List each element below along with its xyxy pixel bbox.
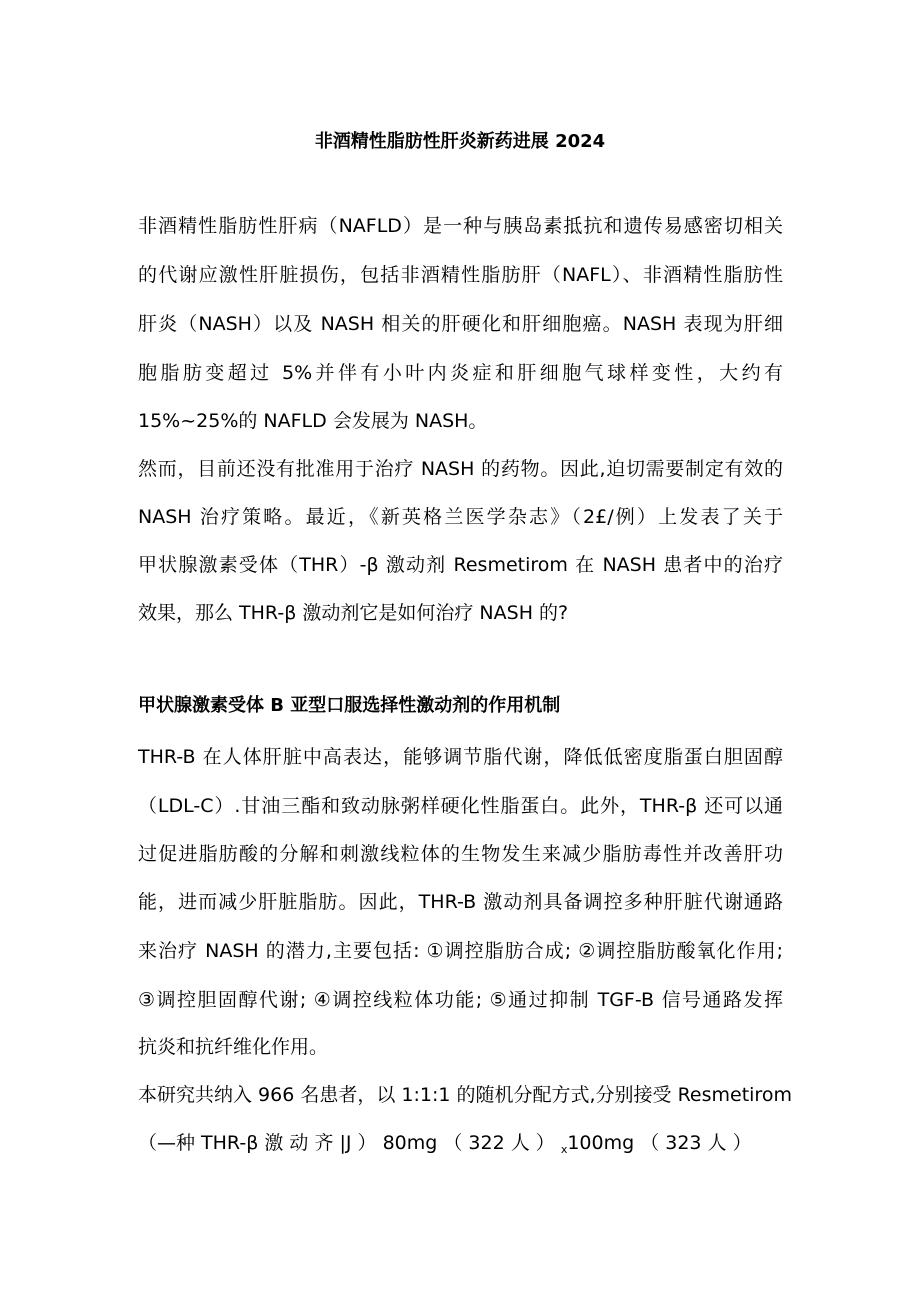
paragraph-line: 本研究共纳入 966 名患者，以 1:1:1 的随机分配方式,分别接受 Resmetirom [138, 1084, 792, 1106]
last-line-text: （—种 THR-β 激 动 齐 |J ） 80mg （ 322 人 ） [138, 1132, 561, 1154]
paragraph-line: 抗炎和抗纤维化作用。 [138, 1036, 329, 1058]
document-title: 非酒精性脂肪性肝炎新药进展 2024 [314, 131, 606, 152]
paragraph-line: 来治疗 NASH 的潜力,主要包括: ①调控脂肪合成; ②调控脂肪酸氧化作用; [138, 940, 783, 962]
section-heading: 甲状腺激素受体 B 亚型口服选择性激动剂的作用机制 [138, 695, 561, 716]
paragraph-line: 肝炎（NASH）以及 NASH 相关的肝硬化和肝细胞癌。NASH 表现为肝细 [138, 313, 783, 335]
paragraph-line: 效果，那么 THR-β 激动剂它是如何治疗 NASH 的? [138, 602, 569, 624]
paragraph-line: 然而，目前还没有批准用于治疗 NASH 的药物。因此,迫切需要制定有效的 [138, 458, 783, 480]
paragraph-line: （LDL-C）.甘油三酯和致动脉粥样硬化性脂蛋白。此外，THR-β 还可以通 [138, 795, 783, 817]
subscript-mark: x [560, 1143, 568, 1156]
paragraph-line: 非酒精性脂肪性肝病（NAFLD）是一种与胰岛素抵抗和遗传易感密切相关 [138, 215, 783, 237]
paragraph-line: 胞脂肪变超过 5%并伴有小叶内炎症和肝细胞气球样变性，大约有 [138, 362, 783, 384]
paragraph-line-last [138, 1130, 783, 1163]
last-line-tail: 100mg （ 323 人 ） [567, 1132, 752, 1154]
paragraph-line: ③调控胆固醇代谢; ④调控线粒体功能; ⑤通过抑制 TGF-B 信号通路发挥 [138, 989, 783, 1011]
paragraph-line: 15%~25%的 NAFLD 会发展为 NASH。 [138, 410, 488, 432]
paragraph-line: 甲状腺激素受体（THR）-β 激动剂 Resmetirom 在 NASH 患者中的治疗 [138, 554, 783, 576]
paragraph-line: NASH 治疗策略。最近，《新英格兰医学杂志》（2£/例）上发表了关于 [138, 506, 783, 528]
paragraph-line: 的代谢应激性肝脏损伤，包括非酒精性脂肪肝（NAFL）、非酒精性脂肪性 [138, 264, 783, 286]
paragraph-line: 过促进脂肪酸的分解和刺激线粒体的生物发生来减少脂肪毒性并改善肝功 [138, 843, 783, 865]
paragraph-line: 能，进而减少肝脏脂肪。因此，THR-B 激动剂具备调控多种肝脏代谢通路 [138, 891, 783, 913]
paragraph-line: THR-B 在人体肝脏中高表达，能够调节脂代谢，降低低密度脂蛋白胆固醇 [138, 746, 783, 768]
